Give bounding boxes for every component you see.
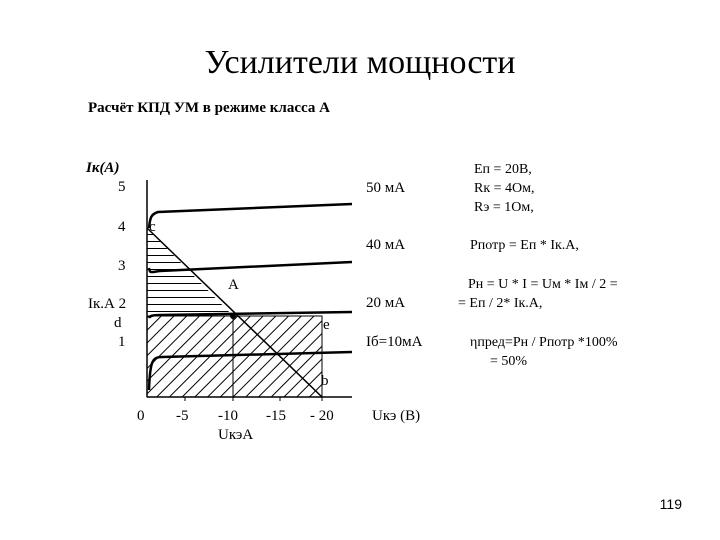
formula-load-power-line-1: Pн = U * I = Uм * Iм / 2 =: [468, 277, 618, 292]
y-tick-4: 4: [118, 219, 126, 235]
formula-load-power-line-2: = Eп / 2* Iк.А,: [458, 296, 543, 311]
y-axis-label: Iк(А): [86, 160, 120, 176]
x-tick-minus-15: -15: [266, 408, 286, 424]
param-supply-voltage: Eп = 20В,: [474, 162, 532, 177]
curve-label-10ma: Iб=10мА: [366, 334, 423, 350]
y-tick-5: 5: [118, 179, 126, 195]
param-emitter-resistance: Rэ = 1Ом,: [474, 200, 534, 215]
formula-supply-power: Pпотр = Eп * Iк.А,: [470, 238, 579, 253]
slide-title: Усилители мощности: [204, 44, 516, 81]
x-tick-minus-20: - 20: [310, 408, 334, 424]
slide-subtitle: Расчёт КПД УМ в режиме класса А: [88, 100, 330, 116]
formula-efficiency-line-1: ηпред=Pн / Pпотр *100%: [470, 335, 618, 350]
formula-efficiency-line-2: = 50%: [490, 354, 528, 369]
curve-label-50ma: 50 мА: [366, 180, 406, 196]
point-label-b: b: [321, 373, 329, 389]
curve-label-20ma: 20 мА: [366, 295, 406, 311]
x-tick-minus-10: -10: [218, 408, 238, 424]
x-tick-0: 0: [137, 408, 145, 424]
curve-50ma: [149, 204, 352, 228]
x-tick-minus-5: -5: [176, 408, 189, 424]
point-label-a: A: [228, 277, 239, 293]
page-number: 119: [659, 496, 682, 512]
param-collector-resistance: Rк = 4Ом,: [474, 181, 535, 196]
y-tick-1: 1: [118, 334, 126, 350]
operating-point: [230, 313, 236, 319]
y-tick-3: 3: [118, 258, 126, 274]
y-tick-ika-2: Iк.А 2: [88, 296, 127, 312]
x-axis-label: Uкэ (В): [372, 408, 421, 424]
y-tick-d: d: [114, 315, 122, 331]
curve-label-40ma: 40 мА: [366, 237, 406, 253]
point-label-e: e: [323, 317, 330, 333]
point-label-c: c: [149, 219, 156, 235]
x-sub-label: UкэА: [218, 427, 254, 443]
